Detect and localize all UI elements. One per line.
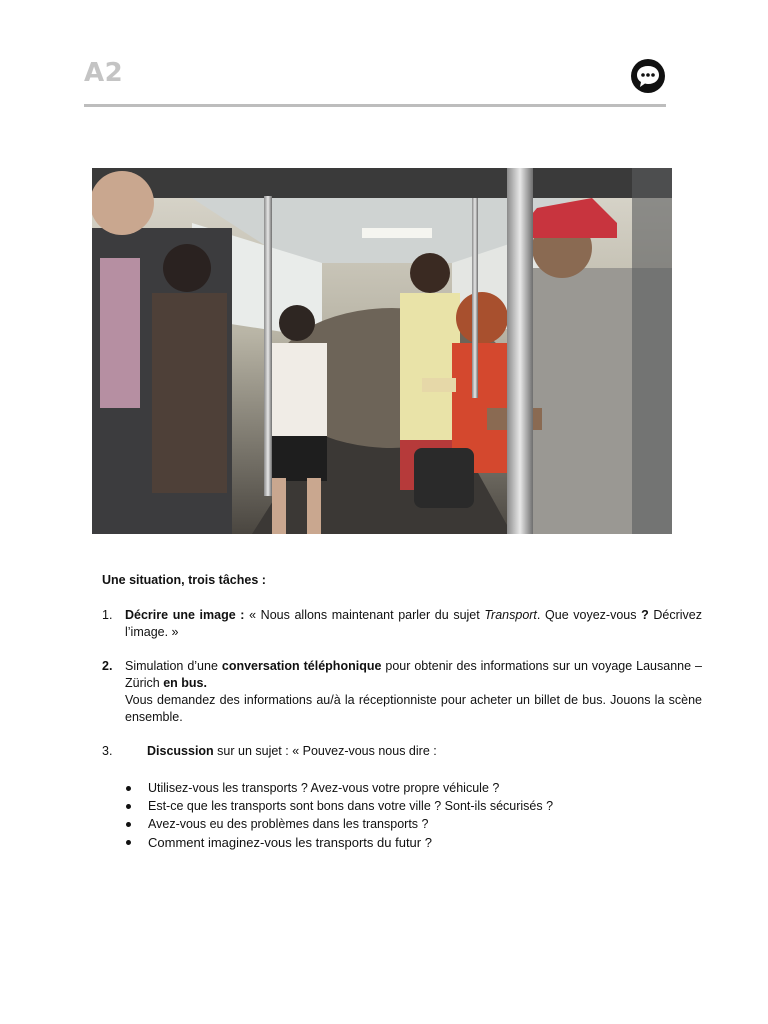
task-1-part2: . Que voyez-vous (536, 608, 642, 622)
header-divider (84, 104, 666, 107)
task-2-number: 2. (102, 659, 113, 673)
task-1-question-mark: ? (641, 608, 649, 622)
list-item: Comment imaginez-vous les transports du futur ? (124, 834, 702, 851)
task-3-number: 3. (102, 744, 113, 758)
task-2-text (125, 658, 702, 726)
level-label: A2 (84, 58, 124, 88)
task-3-text (147, 743, 702, 760)
section-heading: Une situation, trois tâches : (102, 573, 266, 587)
task-2-bold2: en bus. (163, 676, 207, 690)
task-2-part1: Simulation d’une (125, 659, 222, 673)
task-2-part2: pour obtenir des informations sur un voyage Lausanne – Zürich (125, 659, 702, 690)
crowded-bus-photo (92, 168, 672, 534)
speech-bubble-icon (630, 58, 666, 94)
task-2-line2: Vous demandez des informations au/à la réceptionniste pour acheter un billet de bus. Jouons la scène ensemble. (125, 693, 702, 724)
task-1-number: 1. (102, 608, 113, 622)
task-3 (102, 743, 702, 760)
task-1-part3: Décrivez l’image. » (125, 608, 702, 639)
task-1-title: Décrire une image : (125, 608, 245, 622)
task-content (102, 572, 702, 852)
task-1-topic: Transport (484, 608, 537, 622)
task-3-part1: sur un sujet : « Pouvez-vous nous dire : (213, 744, 437, 758)
task-1-part1: « Nous allons maintenant parler du sujet (244, 608, 485, 622)
list-item: Avez-vous eu des problèmes dans les transports ? (124, 816, 702, 833)
task-2 (102, 658, 702, 726)
task-2-bold1: conversation téléphonique (221, 659, 382, 673)
discussion-questions (102, 780, 702, 851)
task-1-text (125, 607, 702, 641)
task-1 (102, 607, 702, 641)
list-item: Utilisez-vous les transports ? Avez-vous votre propre véhicule ? (124, 780, 702, 797)
list-item: Est-ce que les transports sont bons dans votre ville ? Sont-ils sécurisés ? (124, 798, 702, 815)
task-3-bold: Discussion (147, 744, 214, 758)
